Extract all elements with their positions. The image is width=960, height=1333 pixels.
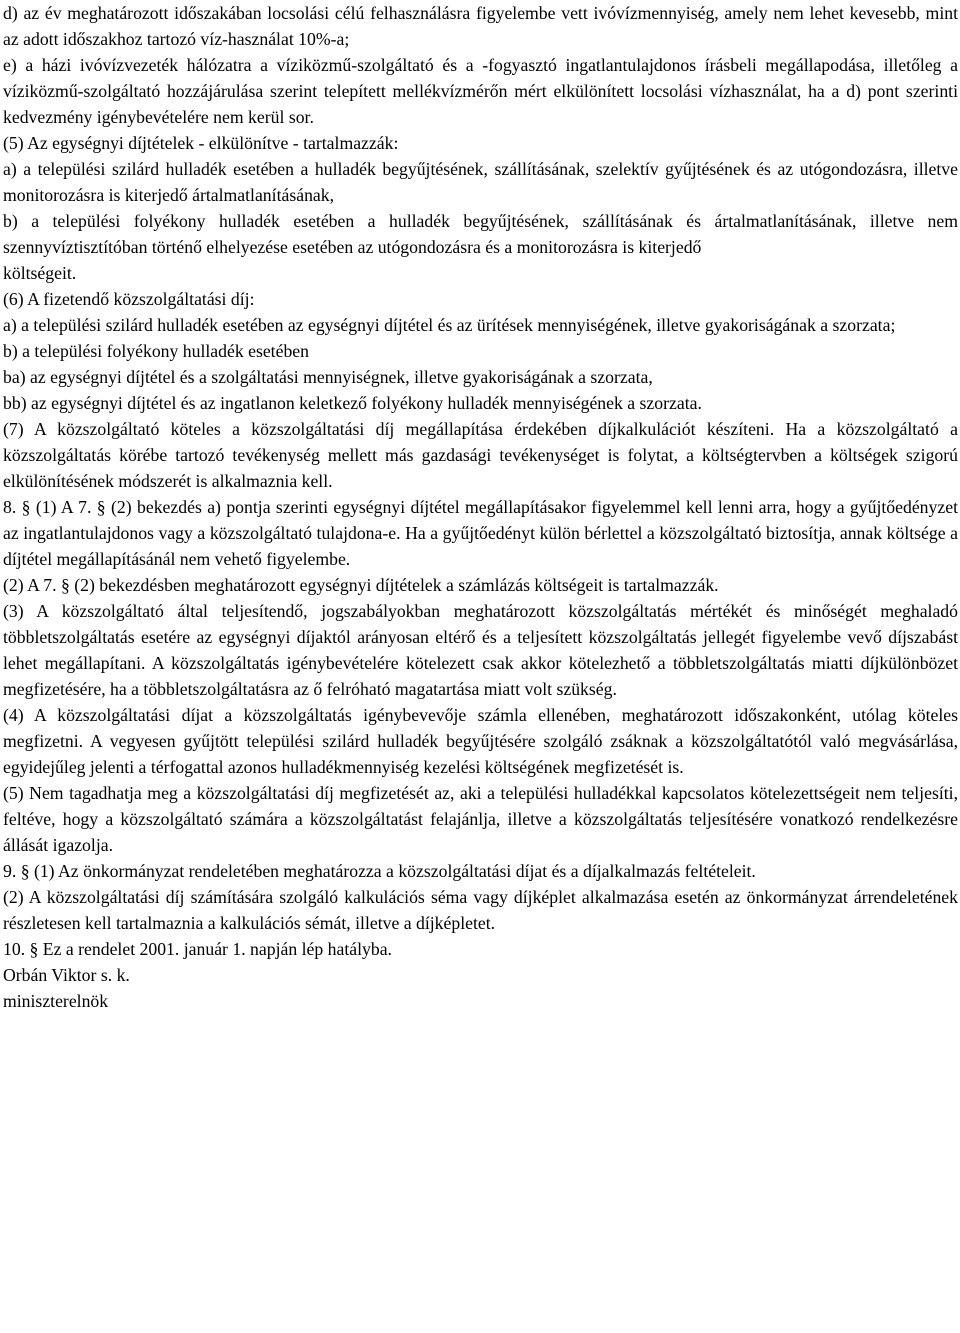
paragraph-9-2-kalkulacios-sema: (2) A közszolgáltatási díj számítására szolgáló kalkulációs séma vagy díjképlet alkalmazása esetén az önkormányzat árrendeletének részletesen kell tartalmaznia a kalkulációs sémát, illetve a díjképletet. <box>3 887 958 933</box>
paragraph-8-3-tobbletszolgaltatas: (3) A közszolgáltató által teljesítendő, jogszabályokban meghatározott közszolgáltatás mértékét és minőségét meghaladó többletszolgáltatás esetére az egységnyi díjaktól arányosan eltérő és a teljesített közszolgáltatás jellegét figyelembe vevő díjszabást lehet megállapítani. A közszolgáltatás igénybevételére kötelezett csak akkor kötelezhető a többletszolgáltatás miatti díjkülönbözet megfizetésére, ha a többletszolgáltatásra az ő felróható magatartása miatt volt szükség. <box>3 601 958 699</box>
signatory-name: Orbán Viktor s. k. <box>3 965 130 985</box>
paragraph-6b-folyekony: b) a települési folyékony hulladék esetében <box>3 341 309 361</box>
paragraph-5-egysegnyi-dijtetelek: (5) Az egységnyi díjtételek - elkülönítve - tartalmazzák: <box>3 133 399 153</box>
paragraph-5a-szilard-hulladek: a) a települési szilárd hulladék esetében a hulladék begyűjtésének, szállításának, szelektív gyűjtésének és az utógondozásra, illetve monitorozásra is kiterjedő ártalmatlanításának, <box>3 159 958 205</box>
paragraph-koltsegeit: költségeit. <box>3 263 77 283</box>
paragraph-8-2-szamlazas: (2) A 7. § (2) bekezdésben meghatározott egységnyi díjtételek a számlázás költségeit is tartalmazzák. <box>3 575 719 595</box>
paragraph-7-dijkalkulacio: (7) A közszolgáltató köteles a közszolgáltatási díj megállapítása érdekében díjkalkulációt készíteni. Ha a közszolgáltató a közszolgáltatás körébe tartozó tevékenység mellett más gazdasági tevékenységet is folytat, a költségtervben a költségek szigorú elkülönítésének módszerét is alkalmaznia kell. <box>3 419 958 491</box>
paragraph-6ba: ba) az egységnyi díjtétel és a szolgáltatási mennyiségnek, illetve gyakoriságának a szorzata, <box>3 367 653 387</box>
paragraph-e-mellekvizmero: e) a házi ivóvízvezeték hálózatra a víziközmű-szolgáltató és a -fogyasztó ingatlantulajdonos írásbeli megállapodása, illetőleg a víziközmű-szolgáltató hozzájárulása szerint telepített mellékvízmérőn mért elkülönített locsolási vízhasználat, ha a d) pont szerinti kedvezmény igénybevételére nem kerül sor. <box>3 55 958 127</box>
paragraph-10-hatalyba-lepes: 10. § Ez a rendelet 2001. január 1. napján lép hatályba. <box>3 939 392 959</box>
paragraph-d-locsolasi: d) az év meghatározott időszakában locsolási célú felhasználásra figyelembe vett ivóvízmennyiség, amely nem lehet kevesebb, mint az adott időszakhoz tartozó víz-használat 10%-a; <box>3 3 958 49</box>
paragraph-6-fizetendo-dij: (6) A fizetendő közszolgáltatási díj: <box>3 289 255 309</box>
paragraph-6a-szilard: a) a települési szilárd hulladék esetében az egységnyi díjtétel és az ürítések mennyiségének, illetve gyakoriságának a szorzata; <box>3 315 896 335</box>
paragraph-5b-folyekony-hulladek: b) a települési folyékony hulladék esetében a hulladék begyűjtésének, szállításának és ártalmatlanításának, illetve nem szennyvíztisztítóban történő elhelyezése esetében az utógondozásra és a monitorozásra is kiterjedő <box>3 211 958 257</box>
paragraph-8-1-gyujtoedenyzet: 8. § (1) A 7. § (2) bekezdés a) pontja szerinti egységnyi díjtétel megállapításakor figyelemmel kell lenni arra, hogy a gyűjtőedényzet az ingatlantulajdonos vagy a közszolgáltató tulajdona-e. Ha a gyűjtőedényt külön bérlettel a közszolgáltató biztosítja, annak költsége a díjtétel megállapításánál nem vehető figyelembe. <box>3 497 958 569</box>
signatory-title: miniszterelnök <box>3 991 109 1011</box>
paragraph-9-1-onkormanyzat: 9. § (1) Az önkormányzat rendeletében meghatározza a közszolgáltatási díjat és a díjalkalmazás feltételeit. <box>3 861 756 881</box>
paragraph-6bb: bb) az egységnyi díjtétel és az ingatlanon keletkező folyékony hulladék mennyiségének a szorzata. <box>3 393 702 413</box>
paragraph-8-5-megtagadas: (5) Nem tagadhatja meg a közszolgáltatási díj megfizetését az, aki a települési hulladékkal kapcsolatos kötelezettségeit nem teljesíti, feltéve, hogy a közszolgáltató számára a közszolgáltatást felajánlja, illetve a közszolgáltatás teljesítésére vonatkozó rendelkezésre állását igazolja. <box>3 783 958 855</box>
paragraph-8-4-dijfizetes: (4) A közszolgáltatási díjat a közszolgáltatás igénybevevője számla ellenében, meghatározott időszakonként, utólag köteles megfizetni. A vegyesen gyűjtött települési szilárd hulladék begyűjtésére szolgáló zsáknak a közszolgáltatótól való megvásárlása, egyidejűleg jelenti a térfogattal azonos hulladékmennyiség kezelési költségének megfizetését is. <box>3 705 958 777</box>
